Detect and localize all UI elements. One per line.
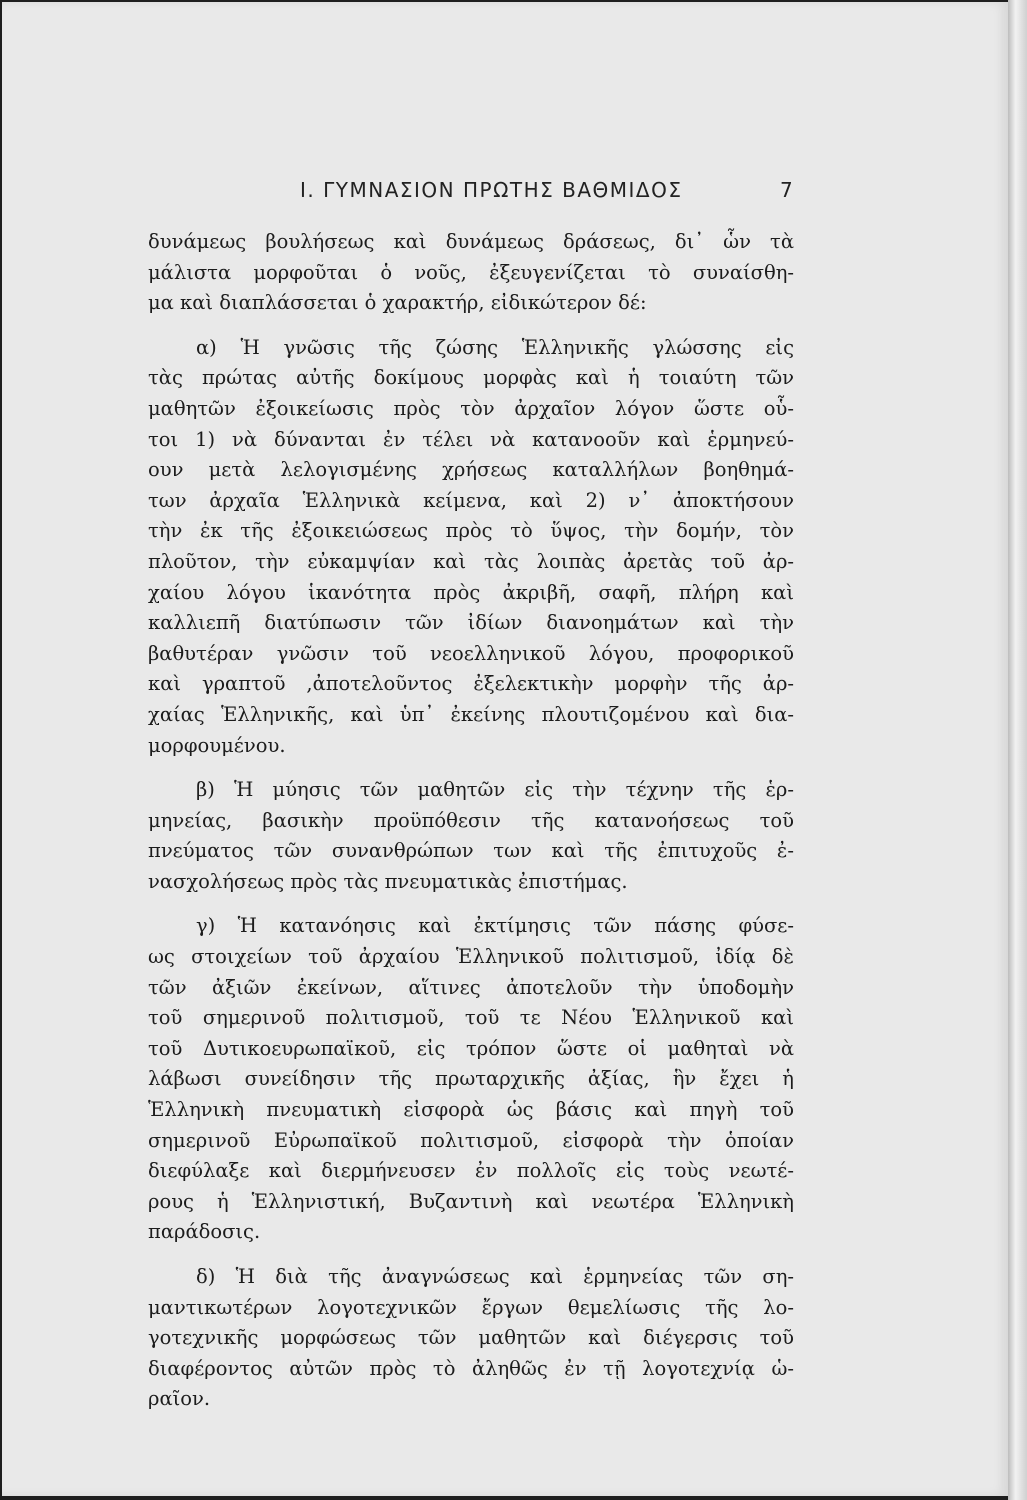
text-line: μαθητῶν ἐξοικείωσις πρὸς τὸν ἀρχαῖον λόγον ὥστε οὗ- [148,396,794,420]
text-line: καὶ γραπτοῦ ,ἀποτελοῦντος ἐξελεκτικὴν μορφὴν τῆς ἀρ- [148,672,794,696]
text-line: ρους ἡ Ἑλληνιστική, Βυζαντινὴ καὶ νεωτέρα Ἑλληνικὴ [148,1189,794,1213]
text-line: μάλιστα μορφοῦται ὁ νοῦς, ἐξευγενίζεται τὸ συναίσθη- [148,260,794,284]
text-line: πλοῦτον, τὴν εὐκαμψίαν καὶ τὰς λοιπὰς ἀρετὰς τοῦ ἀρ- [148,549,794,573]
page-number: 7 [780,178,795,202]
paragraph [148,775,794,897]
paragraph [148,1262,794,1415]
paragraph [148,333,794,761]
text-line: βαθυτέραν γνῶσιν τοῦ νεοελληνικοῦ λόγου, προφορικοῦ [148,641,794,665]
page-body [148,227,794,1415]
text-line: ραῖον. [148,1387,211,1411]
text-line: παράδοσις. [148,1220,261,1244]
text-line: δ) Ἡ διὰ τῆς ἀναγνώσεως καὶ ἑρμηνείας τῶν ση- [196,1265,794,1288]
text-line: τοῦ σημερινοῦ πολιτισμοῦ, τοῦ τε Νέου Ἑλληνικοῦ καὶ [148,1006,794,1030]
text-line: νασχολήσεως πρὸς τὰς πνευματικὰς ἐπιστήμας. [148,869,628,893]
text-line: μαντικωτέρων λογοτεχνικῶν ἔργων θεμελίωσις τῆς λο- [148,1295,794,1319]
text-line: ουν μετὰ λελογισμένης χρήσεως καταλλήλων βοηθημά- [148,458,794,482]
text-line: διαφέροντος αὐτῶν πρὸς τὸ ἀληθῶς ἐν τῇ λογοτεχνίᾳ ὡ- [148,1356,794,1380]
running-title: Ι. ΓΥΜΝΑΣΙΟΝ ΠΡΩΤΗΣ ΒΑΘΜΙΔΟΣ [300,178,683,202]
text-line: λάβωσι συνείδησιν τῆς πρωταρχικῆς ἀξίας, ἣν ἔχει ἡ [148,1067,794,1091]
text-line: ως στοιχείων τοῦ ἀρχαίου Ἑλληνικοῦ πολιτισμοῦ, ἰδίᾳ δὲ [148,945,794,969]
text-line: τοῦ Δυτικοευρωπαϊκοῦ, εἰς τρόπον ὥστε οἱ μαθηταὶ νὰ [148,1036,794,1060]
text-line: χαίου λόγου ἱκανότητα πρὸς ἀκριβῆ, σαφῆ, πλήρη καὶ [148,580,794,604]
text-line: Ἑλληνικὴ πνευματικὴ εἰσφορὰ ὡς βάσις καὶ πηγὴ τοῦ [148,1098,794,1122]
text-line: α) Ἡ γνῶσις τῆς ζώσης Ἑλληνικῆς γλώσσης εἰς [196,335,794,359]
paragraph [148,911,794,1248]
text-line: μηνείας, βασικὴν προϋπόθεσιν τῆς κατανοήσεως τοῦ [148,808,794,832]
text-line: τὰς πρώτας αὐτῆς δοκίμους μορφὰς καὶ ἡ τοιαύτη τῶν [148,366,794,390]
text-line: γοτεχνικῆς μορφώσεως τῶν μαθητῶν καὶ διέγερσις τοῦ [148,1326,794,1350]
text-line: καλλιεπῆ διατύπωσιν τῶν ἰδίων διανοημάτων καὶ τὴν [148,611,794,635]
text-line: τὴν ἐκ τῆς ἐξοικειώσεως πρὸς τὸ ὕψος, τὴν δομήν, τὸν [148,519,794,543]
paragraph [148,227,794,319]
text-line: δυνάμεως βουλήσεως καὶ δυνάμεως δράσεως, δι᾽ ὧν τὰ [148,230,794,253]
text-line: των ἀρχαῖα Ἑλληνικὰ κείμενα, καὶ 2) ν᾽ ἀποκτήσουν [148,488,794,512]
text-line: διεφύλαξε καὶ διερμήνευσεν ἐν πολλοῖς εἰς τοὺς νεωτέ- [148,1159,794,1183]
text-line: μα καὶ διαπλάσσεται ὁ χαρακτήρ, εἰδικώτερον δέ: [148,291,647,315]
text-line: πνεύματος τῶν συνανθρώπων των καὶ τῆς ἐπιτυχοῦς ἐ- [148,839,794,863]
text-line: γ) Ἡ κατανόησις καὶ ἐκτίμησις τῶν πάσης φύσε- [196,914,794,938]
text-line: χαίας Ἑλληνικῆς, καὶ ὑπ᾽ ἐκείνης πλουτιζομένου καὶ δια- [148,702,794,726]
text-line: τῶν ἀξιῶν ἐκείνων, αἵτινες ἀποτελοῦν τὴν ὑποδομὴν [148,975,794,999]
text-line: τοι 1) νὰ δύνανται ἐν τέλει νὰ κατανοοῦν καὶ ἑρμηνεύ- [148,427,794,451]
text-line: μορφουμένου. [148,733,286,757]
text-line: σημερινοῦ Εὐρωπαϊκοῦ πολιτισμοῦ, εἰσφορὰ τὴν ὁποίαν [148,1128,794,1152]
text-line: β) Ἡ μύησις τῶν μαθητῶν εἰς τὴν τέχνην τῆς ἑρ- [196,778,794,802]
page-edge [1008,0,1027,1500]
